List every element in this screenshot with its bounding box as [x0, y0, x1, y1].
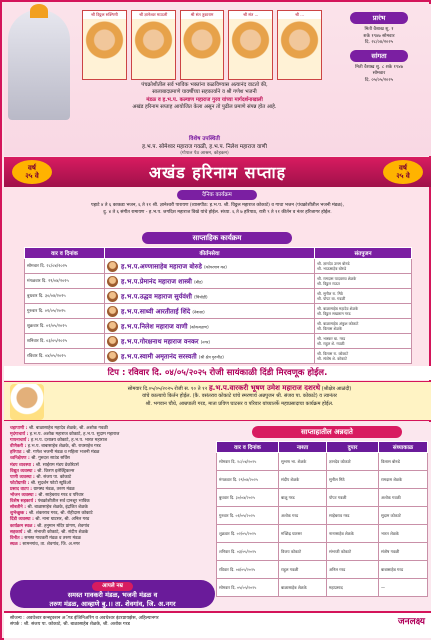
list-key: वीणेकरी : — [10, 444, 27, 450]
oval-line: तरुण मंडळ, आव्हाणे बु.।। ता. शेवगांव, जि. अ.नगर — [49, 600, 176, 608]
column-header: वार व दिनांक — [217, 442, 279, 453]
list-key: दिंडी व्यवस्था : — [10, 517, 34, 523]
pujan-cell — [315, 319, 412, 334]
table-cell: भारत शेळके — [379, 525, 428, 543]
badge-text: २५ वे — [396, 172, 410, 180]
title-band — [4, 157, 431, 187]
special-presence — [82, 134, 327, 156]
table-cell: बाबासाहेब गरड — [379, 561, 428, 579]
publisher-logo: जनलक्ष्य — [397, 617, 425, 627]
kala-kirtan-section — [4, 381, 431, 421]
start-line: शके १९४७ सोमवार — [363, 33, 395, 39]
table-cell: सुदाम कोकाटे — [379, 507, 428, 525]
saint-portraits — [82, 10, 322, 80]
portrait-image — [229, 19, 272, 79]
list-value: श्री. संभाजी कोकाटे, श्री. संदीप शेळके — [27, 529, 89, 535]
avatar — [107, 336, 118, 347]
list-value: श्री. हनुमान मंदिर प्रांगण, शेवगांव — [37, 523, 90, 529]
kirtankar-cell — [105, 259, 315, 274]
footer-line: सौजन्य : अवधेश्वर कन्स्ट्रक्शन अॅण्ड इंजिनिअरिंग व अवधेश्वर इंटरप्रायझेस, अहिल्यानगर — [10, 616, 159, 621]
list-value: समस्त गावकरी मंडळ व तरुण मंडळ — [24, 535, 81, 541]
table-cell: नानासाहेब शेळके — [327, 525, 379, 543]
pujan-name: श्री. बाळासाहेब महादेव शेळके — [317, 306, 359, 311]
special-title: विशेष उपस्थिती — [189, 136, 220, 142]
portrait-caption: श्री संत तुकाराम — [190, 12, 214, 17]
food-donors-table — [216, 441, 428, 597]
list-key: विशेष सहकार्य : — [10, 499, 37, 505]
arrangements-list — [10, 426, 215, 548]
list-value: ह.भ.प. बाबासाहेब शेळके, श्री. रावसाहेब गरड — [27, 444, 101, 450]
intro-line: मंडळ व ह.भ.प. कल्याण महाराज गुरव यांच्या मार्गदर्शनाखाली — [146, 96, 263, 103]
list-value: श्री. संजय पा. कोकाटे — [36, 474, 72, 480]
daily-line: दु. ४ ते ६ संगीत रामायण - ह.भ.प. जगदिश महाराज विखे यांचे होईल. संध्या. ६ ते ७ हरिपाठ, रात्री ९ ते ११ कीर्तन व नंतर हरिजागर होईल. — [103, 210, 332, 216]
list-key: शुभेच्छुक : — [10, 511, 28, 517]
badge-text: वर्ष — [399, 164, 407, 172]
end-label: सांगता — [350, 50, 408, 62]
table-cell: सोमवार दि. ०५/०५/२०२५ — [217, 579, 279, 597]
list-key: विनीत : — [10, 535, 23, 541]
kirtankar-photo — [10, 384, 44, 420]
table-row — [217, 507, 428, 525]
table-cell: पोपट गवळी — [327, 489, 379, 507]
table-cell: ज्ञानदेव कोकाटे — [327, 453, 379, 471]
list-key: चहापाणी : — [10, 426, 28, 431]
list-value: ग्रामस्थ मंडळ, तरुण मंडळ — [33, 486, 75, 492]
list-value: श्री. बाळासाहेब महादेव शेळके, श्री. अशोक गवळी — [28, 426, 108, 431]
special-names: ह.भ.प. सोमेश्वर महाराज गवळी, ह.भ.प. निलेश महाराज वाणी — [142, 144, 267, 150]
portrait-image — [132, 19, 175, 79]
table-cell: संभाजी कोकाटे — [327, 543, 379, 561]
pujan-name: श्री. विलास रा. कोकाटे — [317, 351, 349, 356]
row-date: सोमवार दि. २८/०४/२०२५ — [25, 259, 105, 274]
end-line: सोमवार — [372, 71, 386, 77]
list-value: श्री. शंकरराव गरड, श्री. रोहीदास कोकाटे — [28, 511, 93, 517]
column-header: नाश्ता — [279, 442, 327, 453]
table-cell: शुक्रवार दि. ०२/०५/२०२५ — [217, 525, 279, 543]
table-cell: संदीप शेळके — [279, 471, 327, 489]
row-date: रविवार दि. ०४/०५/२०२५ — [25, 349, 105, 364]
daily-line: पहाटे ४ ते ६ काकडा भजन, ६ ते ११ श्री. ज्ञानेश्वरी पारायण (व्यासपीठ: ह.भ.प. श्री. विठ्ठल महाराज कोकाटे) व गाथा भजन (पंचक्रोशीतील भजनी मंडळ), — [91, 203, 344, 208]
start-line: दि. २८/०४/२०२५ — [364, 40, 394, 46]
row-date: शनिवार दि. ०३/०५/२०२५ — [25, 334, 105, 349]
dates-box — [330, 12, 428, 120]
footer-line: संपर्क : श्री. संजय पा. कोकाटे, श्री. बाळासाहेब शेळके, श्री. अशोक गरड — [10, 622, 130, 627]
table-row — [25, 319, 412, 334]
kirtankar-place: (कोकमठाण) — [189, 324, 209, 329]
end-details — [330, 65, 428, 85]
table-cell: अशोक गवळी — [379, 489, 428, 507]
food-donors-heading: साप्ताहातील अन्नदाते — [252, 426, 402, 438]
column-header: संध्याकाळ — [379, 442, 428, 453]
table-cell: बाळासाहेब शेळके — [279, 579, 327, 597]
row-date: गुरुवार दि. ०१/०५/२०२५ — [25, 304, 105, 319]
table-cell: बाळू गरड — [279, 489, 327, 507]
table-cell: अशोक गरड — [279, 507, 327, 525]
intro-text — [82, 82, 327, 112]
intro-line: पंचक्रोशीतील सर्व भाविक भक्तांना कळविण्यास अत्यानंद वाटतो की, — [141, 82, 268, 88]
daily-program — [12, 202, 423, 216]
kirtankar-cell — [105, 289, 315, 304]
list-value: श्री. किरण इलेक्ट्रिकल्स — [37, 468, 75, 474]
list-value: श्री. गुरुदत्त साउंड सर्विस — [31, 456, 70, 462]
table-row — [25, 334, 412, 349]
pujan-cell — [315, 274, 412, 289]
pujan-name: श्री. विलास शेळके — [317, 326, 342, 331]
table-row — [217, 471, 428, 489]
table-cell: गुरुवार दि. ०१/०५/२०२५ — [217, 507, 279, 525]
start-line: मिती वैशाख शु. १ — [364, 27, 394, 32]
weekly-table — [24, 247, 412, 364]
table-cell: मच्छिंद्र घाटसर — [279, 525, 327, 543]
list-item — [10, 542, 215, 548]
pujan-cell — [315, 289, 412, 304]
table-row — [25, 304, 412, 319]
pujan-name: श्री. भाऊसाहेब बोरुडे — [317, 266, 347, 271]
page-title: अखंड हरिनाम सप्ताह — [148, 163, 287, 182]
pujan-name: श्री. राहुल शे. गवळी — [317, 341, 345, 346]
list-value: श्री. बाळासाहेब शेळके, इंद्रजित शेळके — [27, 505, 88, 511]
table-cell: विजय कोकाटे — [279, 543, 327, 561]
table-cell: बुधवार दि. ३०/०४/२०२५ — [217, 489, 279, 507]
badge-text: वर्ष — [28, 164, 36, 172]
kala-line: यांचे काल्याचे किर्तन होईल. (कै. वसंतराव कोकाटे यांचे स्मरणार्थ अन्नपुजन श्री. संजय पा. कोकाटे) व त्यानंतर — [142, 393, 337, 400]
table-row — [25, 274, 412, 289]
kirtankar-name: ह.भ.प.अण्णासाहेब महाराज बोरुडे — [121, 262, 202, 270]
kirtankar-name: ह.भ.प.स्वामी अमृतानंद सरस्वती — [121, 352, 197, 360]
table-cell: मंगळवार दि. २९/०४/२०२५ — [217, 471, 279, 489]
year-badge-left — [12, 160, 52, 184]
kirtankar-name: ह.भ.प.गोरक्षनाथ महाराज वनकर — [121, 337, 199, 345]
footer — [4, 611, 431, 638]
table-cell: — — [379, 579, 428, 597]
table-row — [217, 453, 428, 471]
humble-oval — [10, 580, 215, 608]
row-date: मंगळवार दि. २९/०४/२०२५ — [25, 274, 105, 289]
end-line: मिती वैशाख शु. ८ शके १९४७ — [355, 64, 403, 70]
kirtankar-name: ह.भ.प.प्रेमानंद महाराज शास्त्री — [121, 277, 192, 285]
table-cell: महाप्रसाद — [327, 579, 379, 597]
kirtankar-place: (श्री क्षेत्र गुरुपीठ) — [198, 354, 224, 359]
table-row — [217, 525, 428, 543]
avatar — [107, 291, 118, 302]
pujan-cell — [315, 334, 412, 349]
portrait-caption: श्री विठ्ठल रुक्मिणी — [91, 12, 118, 17]
pujan-name: श्री. रामदास यादवराव शेळके — [317, 276, 357, 281]
pujan-name: श्री. बाळासाहेब अंकुश कोकाटे — [317, 321, 359, 326]
intro-line: सालाबादप्रमाणे यावर्षीच्या सहकार्याने व श्री गणेश भजनी — [152, 89, 257, 96]
pujan-cell — [315, 259, 412, 274]
kirtankar-cell — [105, 304, 315, 319]
intro-line: अखंड हरिनाम सप्ताह आयोजित केला असून तो पुढील प्रमाणे संपन्न होत आहे. — [132, 104, 277, 111]
list-key: मंडप व्यवस्था : — [10, 462, 35, 468]
top-section — [4, 4, 431, 156]
table-cell: राहुल गवळी — [279, 561, 327, 579]
table-cell: सोमवार दि. २८/०४/२०२५ — [217, 453, 279, 471]
table-row — [217, 489, 428, 507]
kirtankar-cell — [105, 274, 315, 289]
note-banner: टिप : रविवार दि. ०४/०५/२०२५ रोजी सायंकाळी दिंडी मिरवणूक होईल. — [4, 366, 431, 380]
list-key: स्थळ : — [10, 541, 22, 547]
list-key: सहकार्य : — [10, 529, 26, 535]
start-details — [330, 27, 428, 47]
pujan-name: श्री. पोपट बा. गवळी — [317, 296, 346, 301]
column-header: संतपुजन — [315, 248, 412, 259]
list-key: भोजन व्यवस्था : — [10, 493, 37, 499]
kirtankar-name: ह.भ.प.साध्वी आरतीताई शिंदे — [121, 307, 191, 315]
pujan-name: श्री. विठ्ठल सखाराम गरड — [317, 311, 351, 316]
table-cell: अनिल गरड — [327, 561, 379, 579]
end-line: दि. ०५/०५/२०२५ — [364, 77, 394, 83]
pujan-cell — [315, 304, 412, 319]
avatar — [107, 306, 118, 317]
kirtankar-place: (नगर) — [200, 339, 210, 344]
kirtankar-cell — [105, 334, 315, 349]
pujan-name: श्री. संतोष शे. कोकाटे — [317, 356, 347, 361]
start-label: प्रारंभ — [350, 12, 408, 24]
kala-name: ह.भ.प.वारकरी भूषण उमेश महाराज दशरथे — [208, 384, 321, 392]
pujan-name: श्री. भास्कर बा. गरड — [317, 336, 346, 341]
list-value: श्री. नाना घाटसर, श्री. अनिल गरड — [35, 517, 90, 523]
kirtankar-place: (कोपरगाव कर) — [204, 264, 227, 269]
portrait-caption: श्री ज्ञानेश्वर माऊली — [139, 12, 168, 17]
table-cell: रविवार दि. ०४/०५/२०२५ — [217, 561, 279, 579]
portrait-caption: श्री ... — [295, 12, 305, 17]
list-key: पाणी व्यवस्था : — [10, 474, 35, 480]
row-date: शुक्रवार दि. ०२/०५/२०२५ — [25, 319, 105, 334]
portrait — [131, 10, 176, 80]
list-value: पंचक्रोशीतील सर्व दानशूर भाविक — [37, 499, 90, 505]
table-row — [217, 579, 428, 597]
list-key: मृदंगाचार्य : — [10, 432, 29, 438]
year-badge-right — [383, 160, 423, 184]
portrait-image — [83, 19, 126, 79]
weekly-heading: साप्ताहिक कार्यक्रम — [142, 232, 292, 244]
list-key: गायनाचार्य : — [10, 438, 30, 444]
list-key: हरिपाठ : — [10, 450, 25, 456]
portrait — [277, 10, 322, 80]
oval-line: समस्त गावकरी मंडळ, भजनी मंडळ व — [67, 591, 158, 599]
kala-place: (श्रीक्षेत्र आळंदी) — [321, 386, 352, 392]
pujan-name: श्री. ज्ञानदेव उत्तम बोरुडे — [317, 261, 350, 266]
kirtankar-place: (बीड) — [194, 279, 203, 284]
table-cell: शनिवार दि. ०३/०५/२०२५ — [217, 543, 279, 561]
list-value: ह.भ.प. दत्तात्रय कोकाटे, ह.भ.प. भारत महाराज — [30, 438, 107, 444]
pujan-name: श्री. विठ्ठल राऊत — [317, 281, 340, 286]
portrait-image — [181, 19, 224, 79]
avatar — [107, 321, 118, 332]
table-header-row — [217, 442, 428, 453]
temple-image — [8, 10, 70, 120]
badge-text: २५ वे — [25, 172, 39, 180]
column-header: दुपार — [327, 442, 379, 453]
pujan-name: श्री. सुनील रा. मिठे — [317, 291, 343, 296]
table-row — [25, 259, 412, 274]
kirtankar-name: ह.भ.प.निलेश महाराज वाणी — [121, 322, 188, 330]
portrait — [82, 10, 127, 80]
list-key: ध्वनिक्षेपण : — [10, 456, 30, 462]
avatar — [107, 351, 118, 362]
table-header-row — [25, 248, 412, 259]
kirtankar-place: (चिंचोडी) — [194, 294, 208, 299]
list-key: प्रसाद वाटप : — [10, 486, 33, 492]
list-value: श्री. सुदर्शन फोटो स्टुडिओ — [30, 480, 72, 486]
table-row — [217, 561, 428, 579]
table-cell: साहेबराव गरड — [327, 507, 379, 525]
row-date: बुधवार दि. ३०/०४/२०२५ — [25, 289, 105, 304]
portrait — [180, 10, 225, 80]
table-cell: रामदास शेळके — [379, 471, 428, 489]
table-cell: विलास बोरुडे — [379, 453, 428, 471]
list-value: सामनगांव, ता. शेवगांव, जि. अ.नगर — [22, 541, 80, 547]
table-row — [25, 289, 412, 304]
list-key: कार्यक्रम स्थळ : — [10, 523, 36, 529]
oval-heading: आपले नम्र — [92, 582, 133, 591]
kirtankar-cell — [105, 349, 315, 364]
column-header: कीर्तनसेवा — [105, 248, 315, 259]
kala-text — [52, 385, 427, 408]
list-key: सोबतीने : — [10, 505, 26, 511]
list-value: श्री. साहेबराव गरड व परिवार — [38, 493, 84, 499]
kala-date: सोमवार दि.०५/०५/२०२५ रोजी स. १० ते १२ — [127, 386, 208, 392]
table-cell: सुभाष भा. शेळके — [279, 453, 327, 471]
list-key: फोटोग्राफी : — [10, 480, 30, 486]
portrait — [228, 10, 273, 80]
daily-heading: दैनिक कार्यक्रम — [177, 190, 257, 200]
table-cell: सुनील मिठे — [327, 471, 379, 489]
table-row — [25, 349, 412, 364]
list-value: श्री. गणेश भजनी मंडळ व महिला भजनी मंडळ — [26, 450, 100, 456]
list-value: ह.भ.प. अशोक महाराज कोकाटे, ह.भ.प. सुदाम महाराज — [29, 432, 120, 438]
portrait-caption: श्री संत ... — [243, 12, 259, 17]
list-key: विद्युत व्यवस्था : — [10, 468, 36, 474]
list-value: श्री. साईराम मंडप डेकोरेटर्स — [35, 462, 79, 468]
table-row — [217, 543, 428, 561]
kirtankar-place: (नेवासा) — [192, 309, 205, 314]
avatar — [107, 276, 118, 287]
portrait-image — [278, 19, 321, 79]
table-cell: संतोष गवळी — [379, 543, 428, 561]
column-header: वार व दिनांक — [25, 248, 105, 259]
pujan-cell — [315, 349, 412, 364]
kirtankar-cell — [105, 319, 315, 334]
avatar — [107, 261, 118, 272]
kirtankar-name: ह.भ.प.उद्धव महाराज सुर्यवंशी — [121, 292, 192, 300]
special-sub: (गोपाल पेठ आश्रम, कोहकम) — [180, 151, 229, 156]
kala-line: श्री. भगवान चौधे, आम्रपाली गरड, माता प्रविण घाटसर व परिवार यांच्यातर्फे महाप्रसादाचा कार्यक्रम होईल. — [145, 400, 334, 407]
